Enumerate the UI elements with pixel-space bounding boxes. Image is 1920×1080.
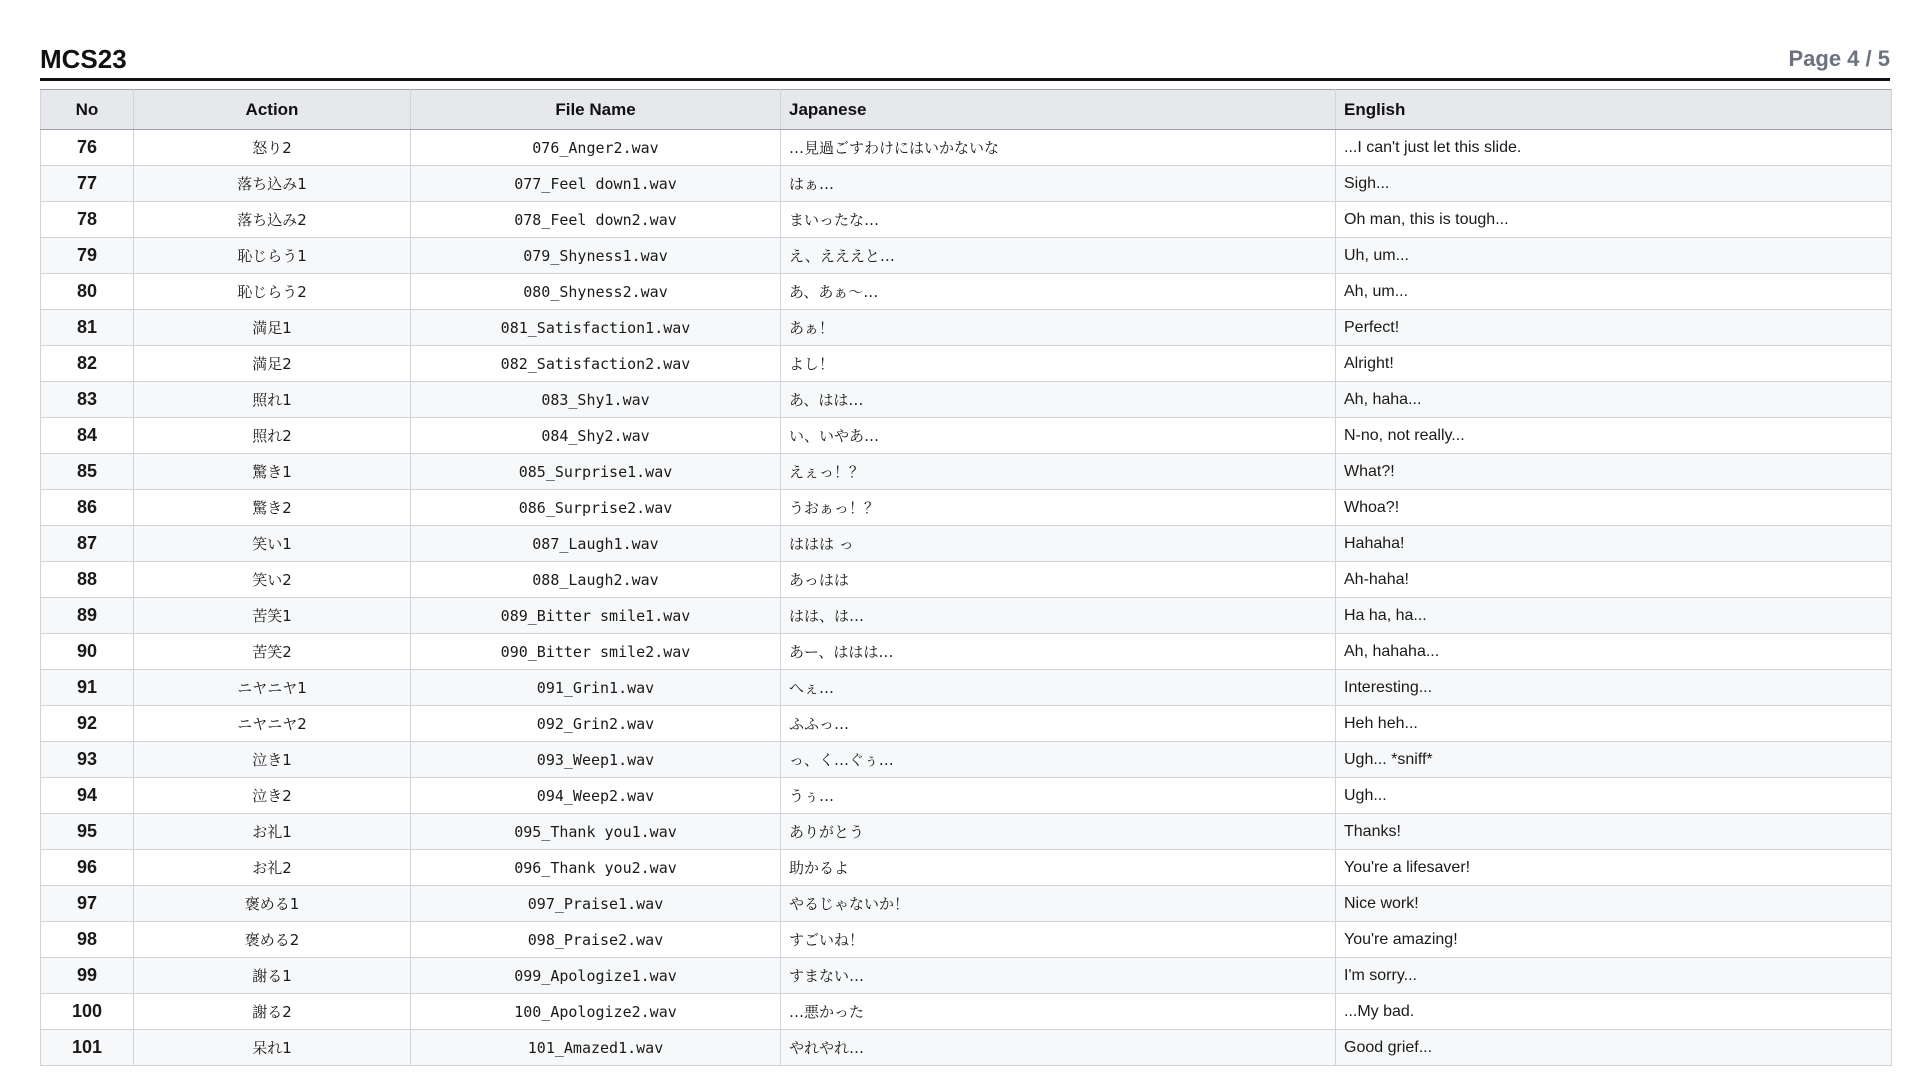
cell-english: Good grief... [1336, 1030, 1892, 1066]
cell-no: 91 [41, 670, 134, 706]
table-body [41, 130, 1892, 1066]
table-row [41, 670, 1892, 706]
cell-no: 83 [41, 382, 134, 418]
cell-japanese: ふふっ… [781, 706, 1336, 742]
cell-no: 84 [41, 418, 134, 454]
cell-action: 恥じらう2 [134, 274, 411, 310]
cell-no: 87 [41, 526, 134, 562]
cell-no: 99 [41, 958, 134, 994]
cell-action: 照れ1 [134, 382, 411, 418]
column-header-file-name: File Name [411, 90, 781, 130]
cell-english: Oh man, this is tough... [1336, 202, 1892, 238]
cell-english: Thanks! [1336, 814, 1892, 850]
cell-english: You're amazing! [1336, 922, 1892, 958]
cell-japanese: よし！ [781, 346, 1336, 382]
table-header-row [41, 90, 1892, 130]
table-row [41, 814, 1892, 850]
table-row [41, 166, 1892, 202]
cell-japanese: えぇっ！？ [781, 454, 1336, 490]
cell-file-name: 076_Anger2.wav [411, 130, 781, 166]
table-row [41, 274, 1892, 310]
cell-japanese: 助かるよ [781, 850, 1336, 886]
cell-no: 89 [41, 598, 134, 634]
cell-english: I'm sorry... [1336, 958, 1892, 994]
cell-japanese: まいったな… [781, 202, 1336, 238]
cell-english: You're a lifesaver! [1336, 850, 1892, 886]
cell-action: 褒める2 [134, 922, 411, 958]
cell-action: 褒める1 [134, 886, 411, 922]
cell-file-name: 101_Amazed1.wav [411, 1030, 781, 1066]
cell-english: Ugh... [1336, 778, 1892, 814]
cell-file-name: 095_Thank you1.wav [411, 814, 781, 850]
table-row [41, 634, 1892, 670]
cell-no: 98 [41, 922, 134, 958]
cell-file-name: 079_Shyness1.wav [411, 238, 781, 274]
document-title: MCS23 [40, 43, 127, 74]
cell-no: 86 [41, 490, 134, 526]
cell-file-name: 080_Shyness2.wav [411, 274, 781, 310]
table-row [41, 490, 1892, 526]
table-row [41, 238, 1892, 274]
cell-action: 照れ2 [134, 418, 411, 454]
table-row [41, 850, 1892, 886]
cell-file-name: 100_Apologize2.wav [411, 994, 781, 1030]
cell-no: 88 [41, 562, 134, 598]
cell-action: 苦笑2 [134, 634, 411, 670]
cell-no: 92 [41, 706, 134, 742]
cell-english: ...I can't just let this slide. [1336, 130, 1892, 166]
table-row [41, 922, 1892, 958]
column-header-english: English [1336, 90, 1892, 130]
cell-action: 落ち込み1 [134, 166, 411, 202]
cell-japanese: うぅ… [781, 778, 1336, 814]
cell-no: 96 [41, 850, 134, 886]
cell-file-name: 090_Bitter smile2.wav [411, 634, 781, 670]
table-row [41, 1030, 1892, 1066]
cell-no: 79 [41, 238, 134, 274]
cell-english: Alright! [1336, 346, 1892, 382]
cell-action: 満足1 [134, 310, 411, 346]
cell-file-name: 077_Feel down1.wav [411, 166, 781, 202]
cell-action: お礼1 [134, 814, 411, 850]
cell-action: ニヤニヤ1 [134, 670, 411, 706]
cell-action: 謝る1 [134, 958, 411, 994]
cell-japanese: …悪かった [781, 994, 1336, 1030]
cell-file-name: 081_Satisfaction1.wav [411, 310, 781, 346]
cell-japanese: ありがとう [781, 814, 1336, 850]
cell-action: 驚き2 [134, 490, 411, 526]
cell-english: Nice work! [1336, 886, 1892, 922]
cell-english: Ah, um... [1336, 274, 1892, 310]
cell-english: Sigh... [1336, 166, 1892, 202]
table-row [41, 598, 1892, 634]
cell-file-name: 096_Thank you2.wav [411, 850, 781, 886]
cell-english: Uh, um... [1336, 238, 1892, 274]
cell-no: 82 [41, 346, 134, 382]
cell-action: 泣き1 [134, 742, 411, 778]
cell-english: Ugh... *sniff* [1336, 742, 1892, 778]
cell-no: 77 [41, 166, 134, 202]
cell-japanese: へぇ… [781, 670, 1336, 706]
cell-action: 謝る2 [134, 994, 411, 1030]
cell-english: Ah, hahaha... [1336, 634, 1892, 670]
cell-action: 満足2 [134, 346, 411, 382]
cell-file-name: 084_Shy2.wav [411, 418, 781, 454]
cell-no: 93 [41, 742, 134, 778]
table-row [41, 886, 1892, 922]
cell-japanese: すごいね！ [781, 922, 1336, 958]
table-row [41, 130, 1892, 166]
column-header-japanese: Japanese [781, 90, 1336, 130]
table-row [41, 346, 1892, 382]
cell-file-name: 088_Laugh2.wav [411, 562, 781, 598]
cell-japanese: あー、ははは… [781, 634, 1336, 670]
cell-action: 呆れ1 [134, 1030, 411, 1066]
cell-file-name: 098_Praise2.wav [411, 922, 781, 958]
cell-file-name: 086_Surprise2.wav [411, 490, 781, 526]
cell-english: Ha ha, ha... [1336, 598, 1892, 634]
table-row [41, 706, 1892, 742]
cell-english: Heh heh... [1336, 706, 1892, 742]
cell-english: Ah-haha! [1336, 562, 1892, 598]
cell-action: ニヤニヤ2 [134, 706, 411, 742]
cell-file-name: 082_Satisfaction2.wav [411, 346, 781, 382]
cell-no: 97 [41, 886, 134, 922]
cell-action: 笑い1 [134, 526, 411, 562]
cell-japanese: ははは っ [781, 526, 1336, 562]
cell-action: 驚き1 [134, 454, 411, 490]
cell-file-name: 085_Surprise1.wav [411, 454, 781, 490]
table-row [41, 382, 1892, 418]
cell-action: お礼2 [134, 850, 411, 886]
cell-action: 笑い2 [134, 562, 411, 598]
table-row [41, 742, 1892, 778]
cell-no: 76 [41, 130, 134, 166]
cell-japanese: はぁ… [781, 166, 1336, 202]
page-header [40, 40, 1890, 81]
table-row [41, 454, 1892, 490]
cell-japanese: っ、く…ぐぅ… [781, 742, 1336, 778]
cell-english: What?! [1336, 454, 1892, 490]
cell-english: Ah, haha... [1336, 382, 1892, 418]
cell-japanese: あっはは [781, 562, 1336, 598]
cell-japanese: うおぁっ！？ [781, 490, 1336, 526]
cell-file-name: 094_Weep2.wav [411, 778, 781, 814]
page-indicator: Page 4 / 5 [1788, 46, 1890, 71]
table-row [41, 202, 1892, 238]
cell-file-name: 091_Grin1.wav [411, 670, 781, 706]
cell-english: Interesting... [1336, 670, 1892, 706]
table-row [41, 958, 1892, 994]
cell-english: N-no, not really... [1336, 418, 1892, 454]
table-row [41, 562, 1892, 598]
cell-file-name: 078_Feel down2.wav [411, 202, 781, 238]
cell-action: 恥じらう1 [134, 238, 411, 274]
cell-english: Whoa?! [1336, 490, 1892, 526]
cell-japanese: …見過ごすわけにはいかないな [781, 130, 1336, 166]
cell-no: 80 [41, 274, 134, 310]
table-row [41, 310, 1892, 346]
cell-file-name: 093_Weep1.wav [411, 742, 781, 778]
cell-file-name: 083_Shy1.wav [411, 382, 781, 418]
cell-action: 怒り2 [134, 130, 411, 166]
cell-no: 94 [41, 778, 134, 814]
table-row [41, 526, 1892, 562]
cell-japanese: い、いやあ… [781, 418, 1336, 454]
table-row [41, 994, 1892, 1030]
cell-action: 落ち込み2 [134, 202, 411, 238]
cell-english: ...My bad. [1336, 994, 1892, 1030]
cell-file-name: 092_Grin2.wav [411, 706, 781, 742]
cell-no: 81 [41, 310, 134, 346]
column-header-action: Action [134, 90, 411, 130]
cell-japanese: あ、はは… [781, 382, 1336, 418]
table-row [41, 778, 1892, 814]
voice-list-table [40, 89, 1892, 1066]
cell-file-name: 097_Praise1.wav [411, 886, 781, 922]
cell-japanese: すまない… [781, 958, 1336, 994]
cell-japanese: あぁ！ [781, 310, 1336, 346]
cell-no: 90 [41, 634, 134, 670]
cell-japanese: やるじゃないか！ [781, 886, 1336, 922]
cell-japanese: はは、は… [781, 598, 1336, 634]
cell-file-name: 087_Laugh1.wav [411, 526, 781, 562]
cell-file-name: 099_Apologize1.wav [411, 958, 781, 994]
cell-english: Hahaha! [1336, 526, 1892, 562]
cell-no: 78 [41, 202, 134, 238]
cell-english: Perfect! [1336, 310, 1892, 346]
cell-action: 泣き2 [134, 778, 411, 814]
cell-japanese: あ、あぁ～… [781, 274, 1336, 310]
cell-no: 101 [41, 1030, 134, 1066]
column-header-no: No [41, 90, 134, 130]
cell-file-name: 089_Bitter smile1.wav [411, 598, 781, 634]
cell-japanese: え、えええと… [781, 238, 1336, 274]
cell-no: 100 [41, 994, 134, 1030]
cell-japanese: やれやれ… [781, 1030, 1336, 1066]
cell-action: 苦笑1 [134, 598, 411, 634]
table-row [41, 418, 1892, 454]
cell-no: 85 [41, 454, 134, 490]
cell-no: 95 [41, 814, 134, 850]
